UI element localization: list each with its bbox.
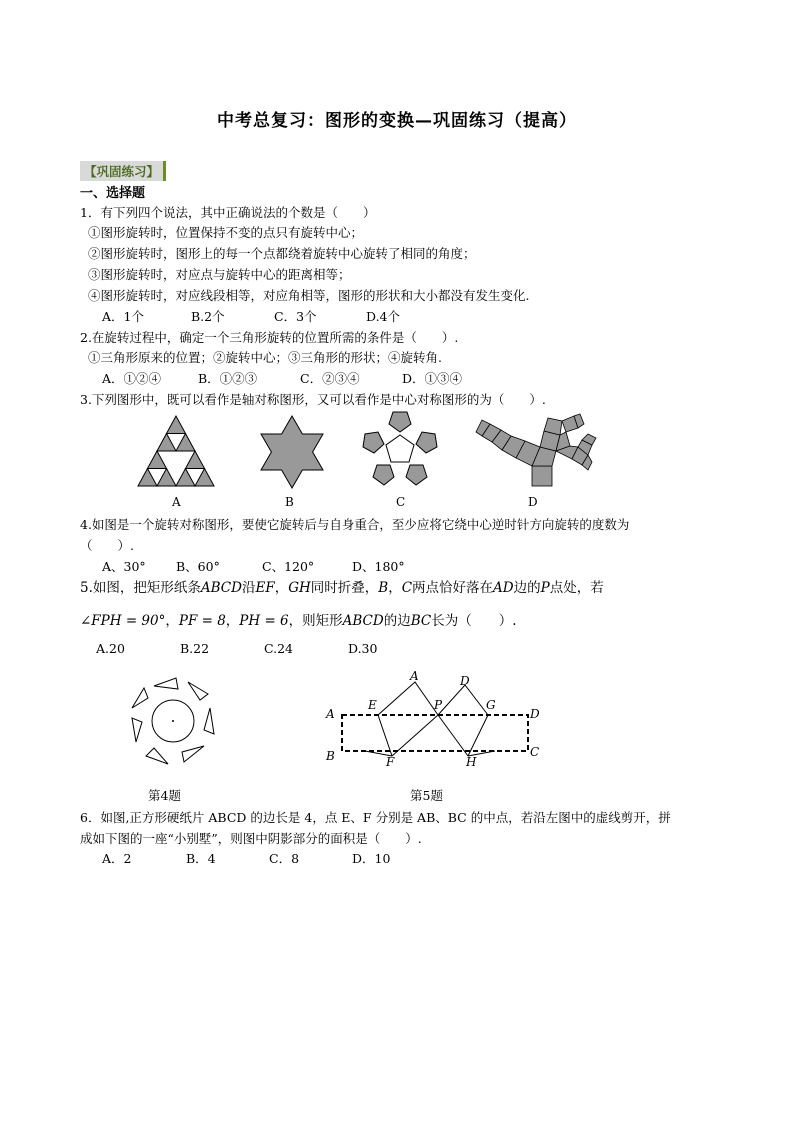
q6-option-d: D．10 [352, 851, 391, 866]
q5-option-b: B.22 [180, 641, 210, 656]
q1-option-c: C．3个 [274, 309, 317, 324]
q5-option-d: D.30 [348, 641, 378, 656]
q6-line-2: 成如下图的一座“小别墅”，则图中阴影部分的面积是（ ）. [80, 831, 422, 846]
section-tag: 【巩固练习】 [80, 161, 166, 181]
figure-d-pythagoras-tree [476, 414, 596, 486]
figure-b-star [261, 416, 323, 488]
q4-figure-caption: 第4题 [148, 788, 181, 803]
q3-stem: 3.下列图形中，既可以看作是轴对称图形，又可以看作是中心对称图形的为（ ）. [80, 392, 546, 407]
figure-b-label: B [285, 495, 294, 509]
point-label-a: A [326, 707, 335, 721]
q1-stem: 1．有下列四个说法，其中正确说法的个数是（ ） [80, 205, 376, 220]
q2-items: ①三角形原来的位置；②旋转中心；③三角形的形状；④旋转角. [88, 350, 442, 365]
q2-stem: 2.在旋转过程中，确定一个三角形旋转的位置所需的条件是（ ）. [80, 330, 459, 345]
q5-line-2: ∠FPH = 90°，PF = 8，PH = 6，则矩形ABCD的边BC长为（ ）. [80, 613, 517, 629]
point-label-b: B [326, 749, 335, 763]
q6-option-a: A．2 [102, 851, 132, 866]
q5-figure [320, 668, 560, 778]
figure-c-pentagons [363, 412, 437, 485]
point-label-c: C [530, 745, 540, 759]
q1-item-2: ②图形旋转时，图形上的每一个点都绕着旋转中心旋转了相同的角度； [88, 246, 476, 261]
point-label-d-top: D [460, 674, 470, 688]
q1-item-4: ④图形旋转时，对应线段相等，对应角相等，图形的形状和大小都没有发生变化. [88, 288, 530, 303]
q2-option-b: B．①②③ [198, 371, 258, 386]
q1-item-1: ①图形旋转时，位置保持不变的点只有旋转中心； [88, 225, 364, 240]
point-label-g: G [486, 698, 496, 712]
figure-a-sierpinski [138, 416, 214, 486]
q1-option-d: D.4个 [366, 309, 401, 324]
q4-option-b: B、60° [176, 559, 220, 574]
page-title: 中考总复习：图形的变换—巩固练习（提高） [217, 111, 577, 131]
figure-a-label: A [172, 495, 181, 509]
q2-option-c: C．②③④ [300, 371, 360, 386]
q4-option-a: A、30° [102, 559, 146, 574]
point-label-h: H [466, 755, 477, 769]
q1-option-a: A．1个 [102, 309, 144, 324]
q1-item-3: ③图形旋转时，对应点与旋转中心的距离相等； [88, 267, 351, 282]
q1-option-b: B.2个 [191, 309, 225, 324]
point-label-f: F [386, 755, 395, 769]
q6-line-1: 6．如图,正方形硬纸片 ABCD 的边长是 4，点 E、F 分别是 AB、BC 的中点，若沿左图中的虚线剪开，拼 [80, 810, 671, 825]
figure-d-label: D [528, 495, 538, 509]
q6-option-c: C．8 [269, 851, 300, 866]
q5-option-c: C.24 [264, 641, 293, 656]
point-label-d: D [530, 707, 540, 721]
section-heading: 一、选择题 [80, 186, 146, 201]
q5-line-1: 5.如图，把矩形纸条ABCD沿EF，GH同时折叠，B，C两点恰好落在AD边的P点处，若 [80, 580, 604, 596]
q5-option-a: A.20 [96, 641, 125, 656]
q4-figure [118, 672, 228, 782]
q4-option-d: D、180° [352, 559, 405, 574]
q5-figure-caption: 第5题 [410, 788, 443, 803]
point-label-e: E [368, 698, 377, 712]
q4-stem-2: （ ）. [80, 538, 134, 553]
q6-option-b: B．4 [186, 851, 216, 866]
q4-option-c: C、120° [262, 559, 315, 574]
q3-figures [130, 410, 600, 515]
point-label-p: P [434, 698, 443, 712]
q2-option-a: A．①②④ [102, 371, 162, 386]
q2-option-d: D．①③④ [402, 371, 463, 386]
q4-stem: 4.如图是一个旋转对称图形，要使它旋转后与自身重合，至少应将它绕中心逆时针方向旋转的度数为 [80, 517, 630, 532]
figure-c-label: C [396, 495, 406, 509]
point-label-a-top: A [410, 669, 419, 683]
